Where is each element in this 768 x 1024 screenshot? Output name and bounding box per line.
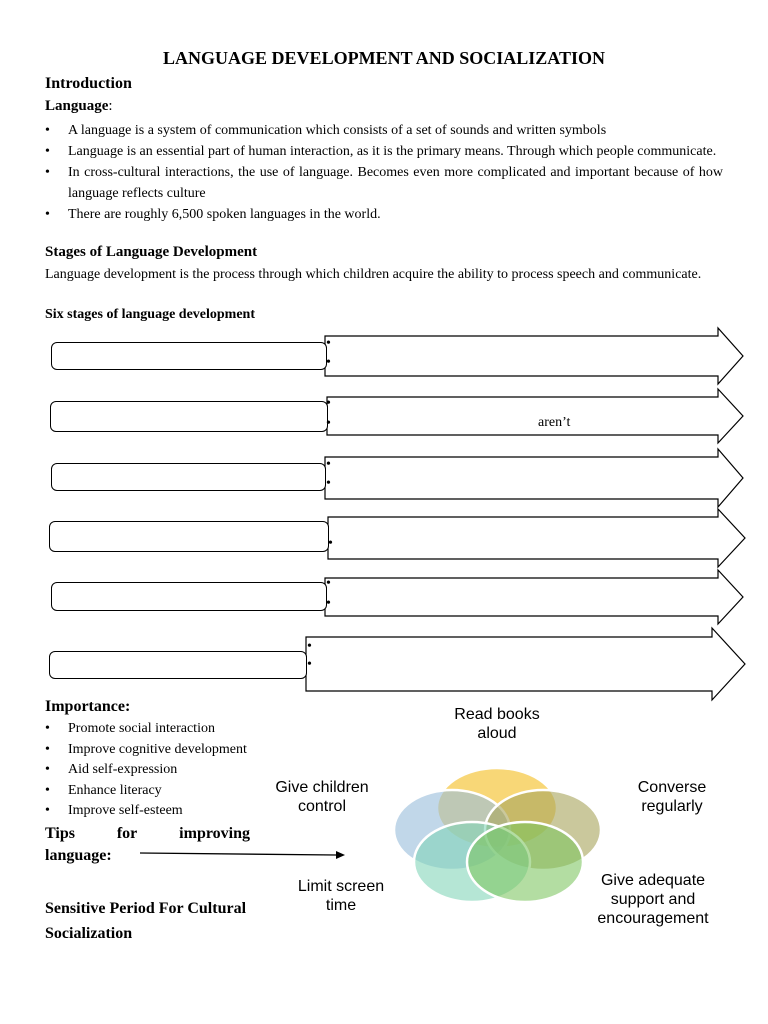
importance-heading: Importance: — [45, 698, 131, 715]
six-stages-heading: Six stages of language development — [45, 307, 255, 322]
sensitive-period-heading: Sensitive Period For Cultural Socialization — [45, 900, 247, 942]
bullet-icon: • — [326, 476, 331, 491]
bullet-icon: • — [326, 457, 331, 472]
venn-label-limit-screen: Limit screen time — [297, 878, 385, 914]
bullet-icon: • — [326, 576, 331, 591]
stage-arrow-5 — [325, 570, 743, 624]
bullet-icon: • — [326, 416, 331, 431]
language-heading: Language — [45, 98, 109, 114]
list-item: • Improve cognitive development — [45, 740, 247, 761]
bullet-icon: • — [326, 596, 331, 611]
list-item: • Language is an essential part of human interaction, as it is the primary means. Through which people communicate. — [45, 141, 723, 162]
stage-box-6 — [49, 651, 307, 679]
venn-label-converse: Converse regularly — [637, 779, 707, 815]
bullet-icon: • — [326, 355, 331, 370]
language-colon: : — [108, 98, 113, 114]
venn-circle-give-support — [467, 822, 583, 902]
page-title: LANGUAGE DEVELOPMENT AND SOCIALIZATION — [163, 48, 605, 68]
bullet-icon: • — [45, 123, 50, 138]
tips-arrow-head — [336, 851, 345, 859]
stage-arrow-text: aren’t — [538, 415, 571, 430]
bullet-icon: • — [326, 336, 331, 351]
list-item: • A language is a system of communication which consists of a set of sounds and written symbols — [45, 120, 723, 141]
bullet-icon: • — [45, 165, 50, 180]
bullet-icon: • — [45, 762, 50, 777]
bullet-icon: • — [45, 207, 50, 222]
list-item: • There are roughly 6,500 spoken languages in the world. — [45, 204, 723, 225]
importance-list — [45, 719, 247, 822]
bullet-icon: • — [328, 536, 333, 551]
stage-box-5 — [51, 582, 327, 611]
stage-arrow-1 — [325, 328, 743, 384]
venn-label-give-control: Give children control — [275, 779, 369, 815]
introduction-heading: Introduction — [45, 75, 132, 92]
bullet-icon: • — [45, 803, 50, 818]
venn-label-read-books: Read books aloud — [454, 706, 540, 742]
venn-label-give-support: Give adequate support and encouragement — [597, 872, 709, 927]
list-item: • Promote social interaction — [45, 719, 247, 740]
stage-arrow-6 — [306, 628, 745, 700]
stage-arrow-2 — [327, 389, 743, 443]
list-item: • Improve self-esteem — [45, 801, 247, 822]
bullet-icon: • — [45, 741, 50, 757]
list-item: • Enhance literacy — [45, 781, 247, 802]
stages-heading: Stages of Language Development — [45, 244, 258, 260]
bullet-icon: • — [45, 782, 50, 798]
stage-arrow-4 — [328, 509, 745, 567]
stage-box-2 — [50, 401, 328, 432]
stage-arrow-3 — [325, 449, 743, 507]
bullet-icon: • — [45, 144, 50, 159]
bullet-icon: • — [45, 721, 50, 736]
bullet-icon: • — [307, 639, 312, 654]
stage-box-3 — [51, 463, 326, 491]
tips-heading: Tips for improving language: — [45, 825, 250, 864]
bullet-icon: • — [307, 657, 312, 672]
stages-paragraph: Language development is the process through which children acquire the ability to process speech and communicate. — [45, 267, 702, 282]
bullet-icon: • — [326, 396, 331, 411]
list-item: • Aid self-expression — [45, 760, 247, 781]
stage-box-1 — [51, 342, 327, 370]
stage-box-4 — [49, 521, 329, 552]
list-item: • In cross-cultural interactions, the use of language. Becomes even more complicated and important because of how language reflects culture — [45, 162, 723, 204]
tips-venn-diagram — [380, 760, 620, 920]
